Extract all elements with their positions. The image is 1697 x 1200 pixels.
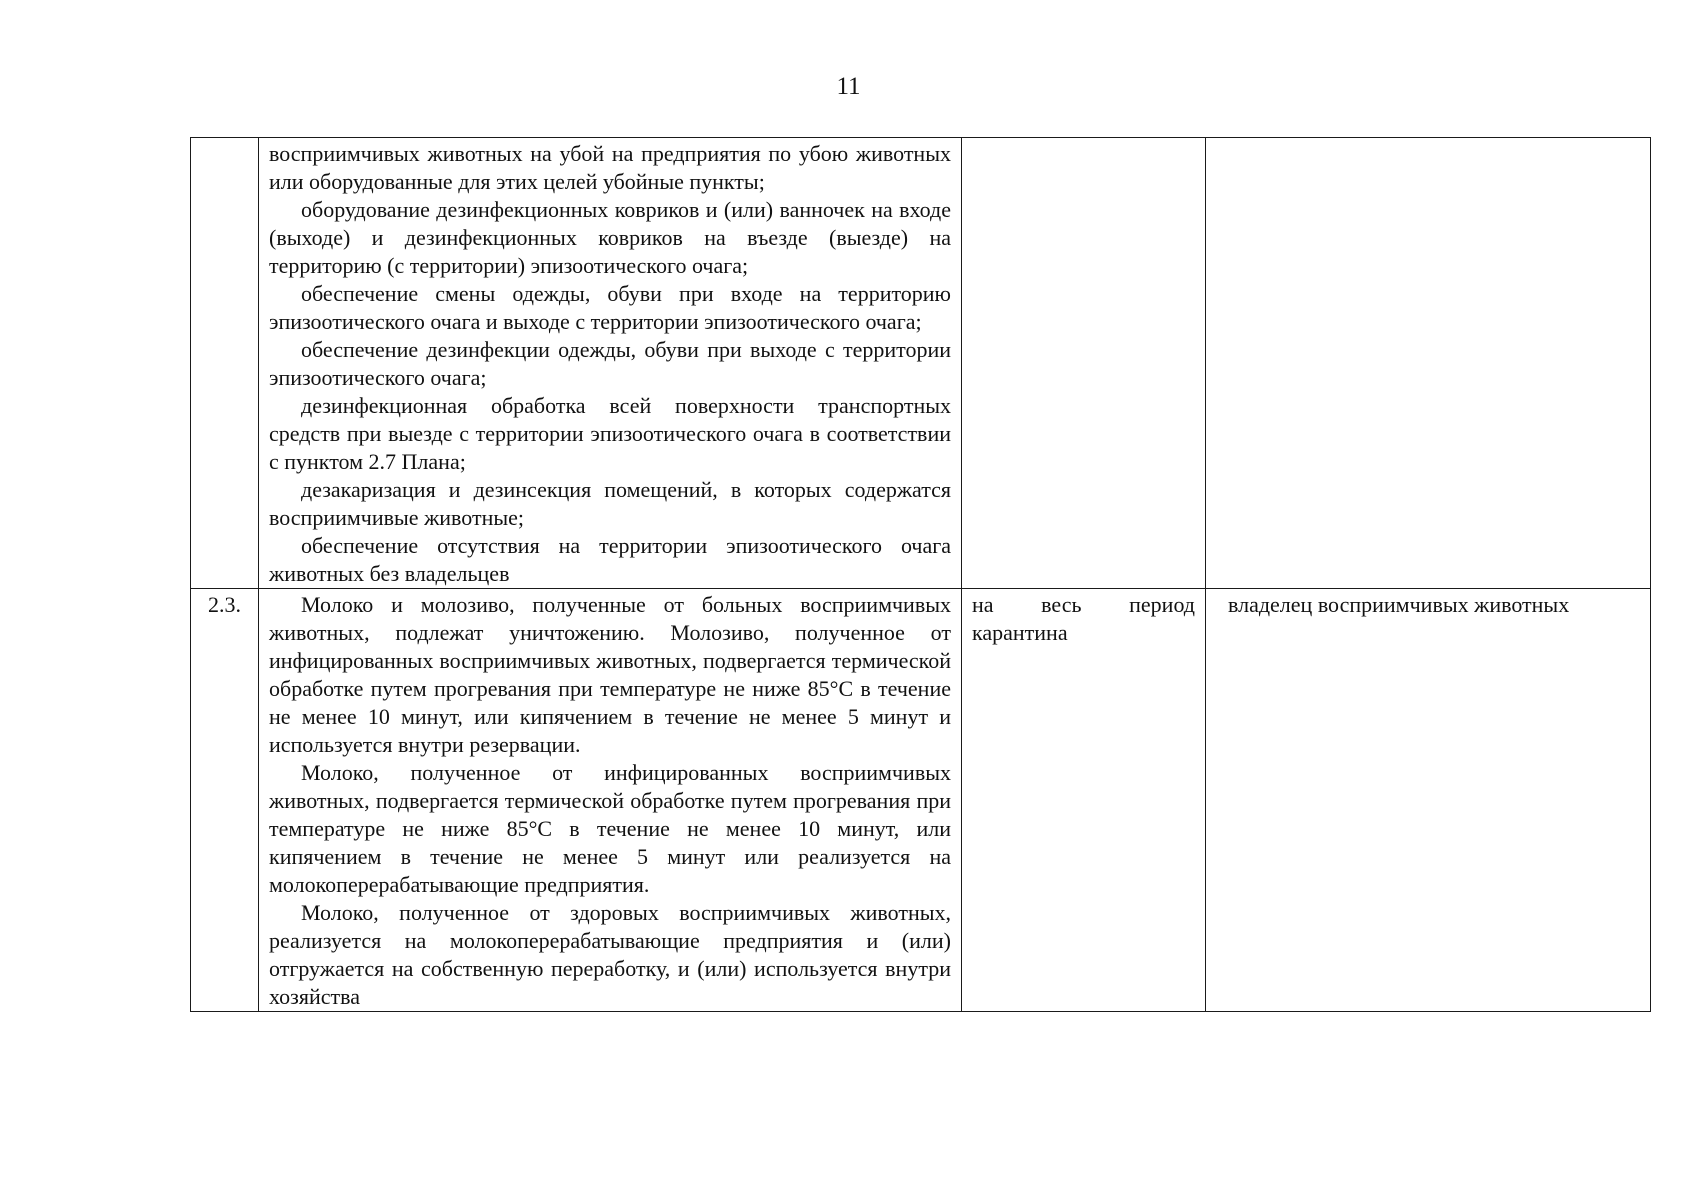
measure-paragraph: восприимчивых животных на убой на предприятия по убою животных или оборудованные для этих целей убойные пункты; bbox=[269, 141, 951, 194]
measure-paragraph: Молоко, полученное от инфицированных восприимчивых животных, подвергается термической обработке путем прогревания при температуре не ниже 85°C в течение не менее 10 минут, или кипячением в течение не менее 5 минут или реализуется на молокоперерабатывающие предприятия. bbox=[269, 760, 951, 897]
measure-paragraph: дезакаризация и дезинсекция помещений, в которых содержатся восприимчивые животные; bbox=[269, 477, 951, 530]
measure-paragraph: дезинфекционная обработка всей поверхности транспортных средств при выезде с территории эпизоотического очага в соответствии с пунктом 2.7 Плана; bbox=[269, 393, 951, 474]
responsible-cell bbox=[1206, 589, 1651, 1012]
term-text: на весь период карантина bbox=[972, 592, 1195, 645]
measure-paragraph: обеспечение отсутствия на территории эпизоотического очага животных без владельцев bbox=[269, 533, 951, 586]
term-cell bbox=[962, 589, 1206, 1012]
measures-table bbox=[190, 137, 1651, 1012]
table-row bbox=[191, 138, 1651, 589]
responsible-text: владелец восприимчивых животных bbox=[1228, 592, 1570, 617]
row-number-cell bbox=[191, 138, 259, 589]
responsible-cell bbox=[1206, 138, 1651, 589]
measure-paragraph: оборудование дезинфекционных ковриков и (или) ванночек на входе (выходе) и дезинфекционных ковриков на въезде (выезде) на территорию (с территории) эпизоотического очага; bbox=[269, 197, 951, 278]
row-number-cell: 2.3. bbox=[191, 589, 259, 1012]
measure-cell bbox=[259, 589, 962, 1012]
term-cell bbox=[962, 138, 1206, 589]
table-row bbox=[191, 589, 1651, 1012]
measure-cell bbox=[259, 138, 962, 589]
measure-paragraph: Молоко, полученное от здоровых восприимчивых животных, реализуется на молокоперерабатывающие предприятия и (или) отгружается на собственную переработку, и (или) используется внутри хозяйства bbox=[269, 900, 951, 1009]
measure-paragraph: Молоко и молозиво, полученные от больных восприимчивых животных, подлежат уничтожению. Молозиво, полученное от инфицированных восприимчивых животных, подвергается термической обработке путем прогревания при температуре не ниже 85°C в течение не менее 10 минут, или кипячением в течение не менее 5 минут и используется внутри резервации. bbox=[269, 592, 951, 757]
measure-paragraph: обеспечение смены одежды, обуви при входе на территорию эпизоотического очага и выходе с территории эпизоотического очага; bbox=[269, 281, 951, 334]
page-number: 11 bbox=[836, 73, 861, 100]
measure-paragraph: обеспечение дезинфекции одежды, обуви при выходе с территории эпизоотического очага; bbox=[269, 337, 951, 390]
